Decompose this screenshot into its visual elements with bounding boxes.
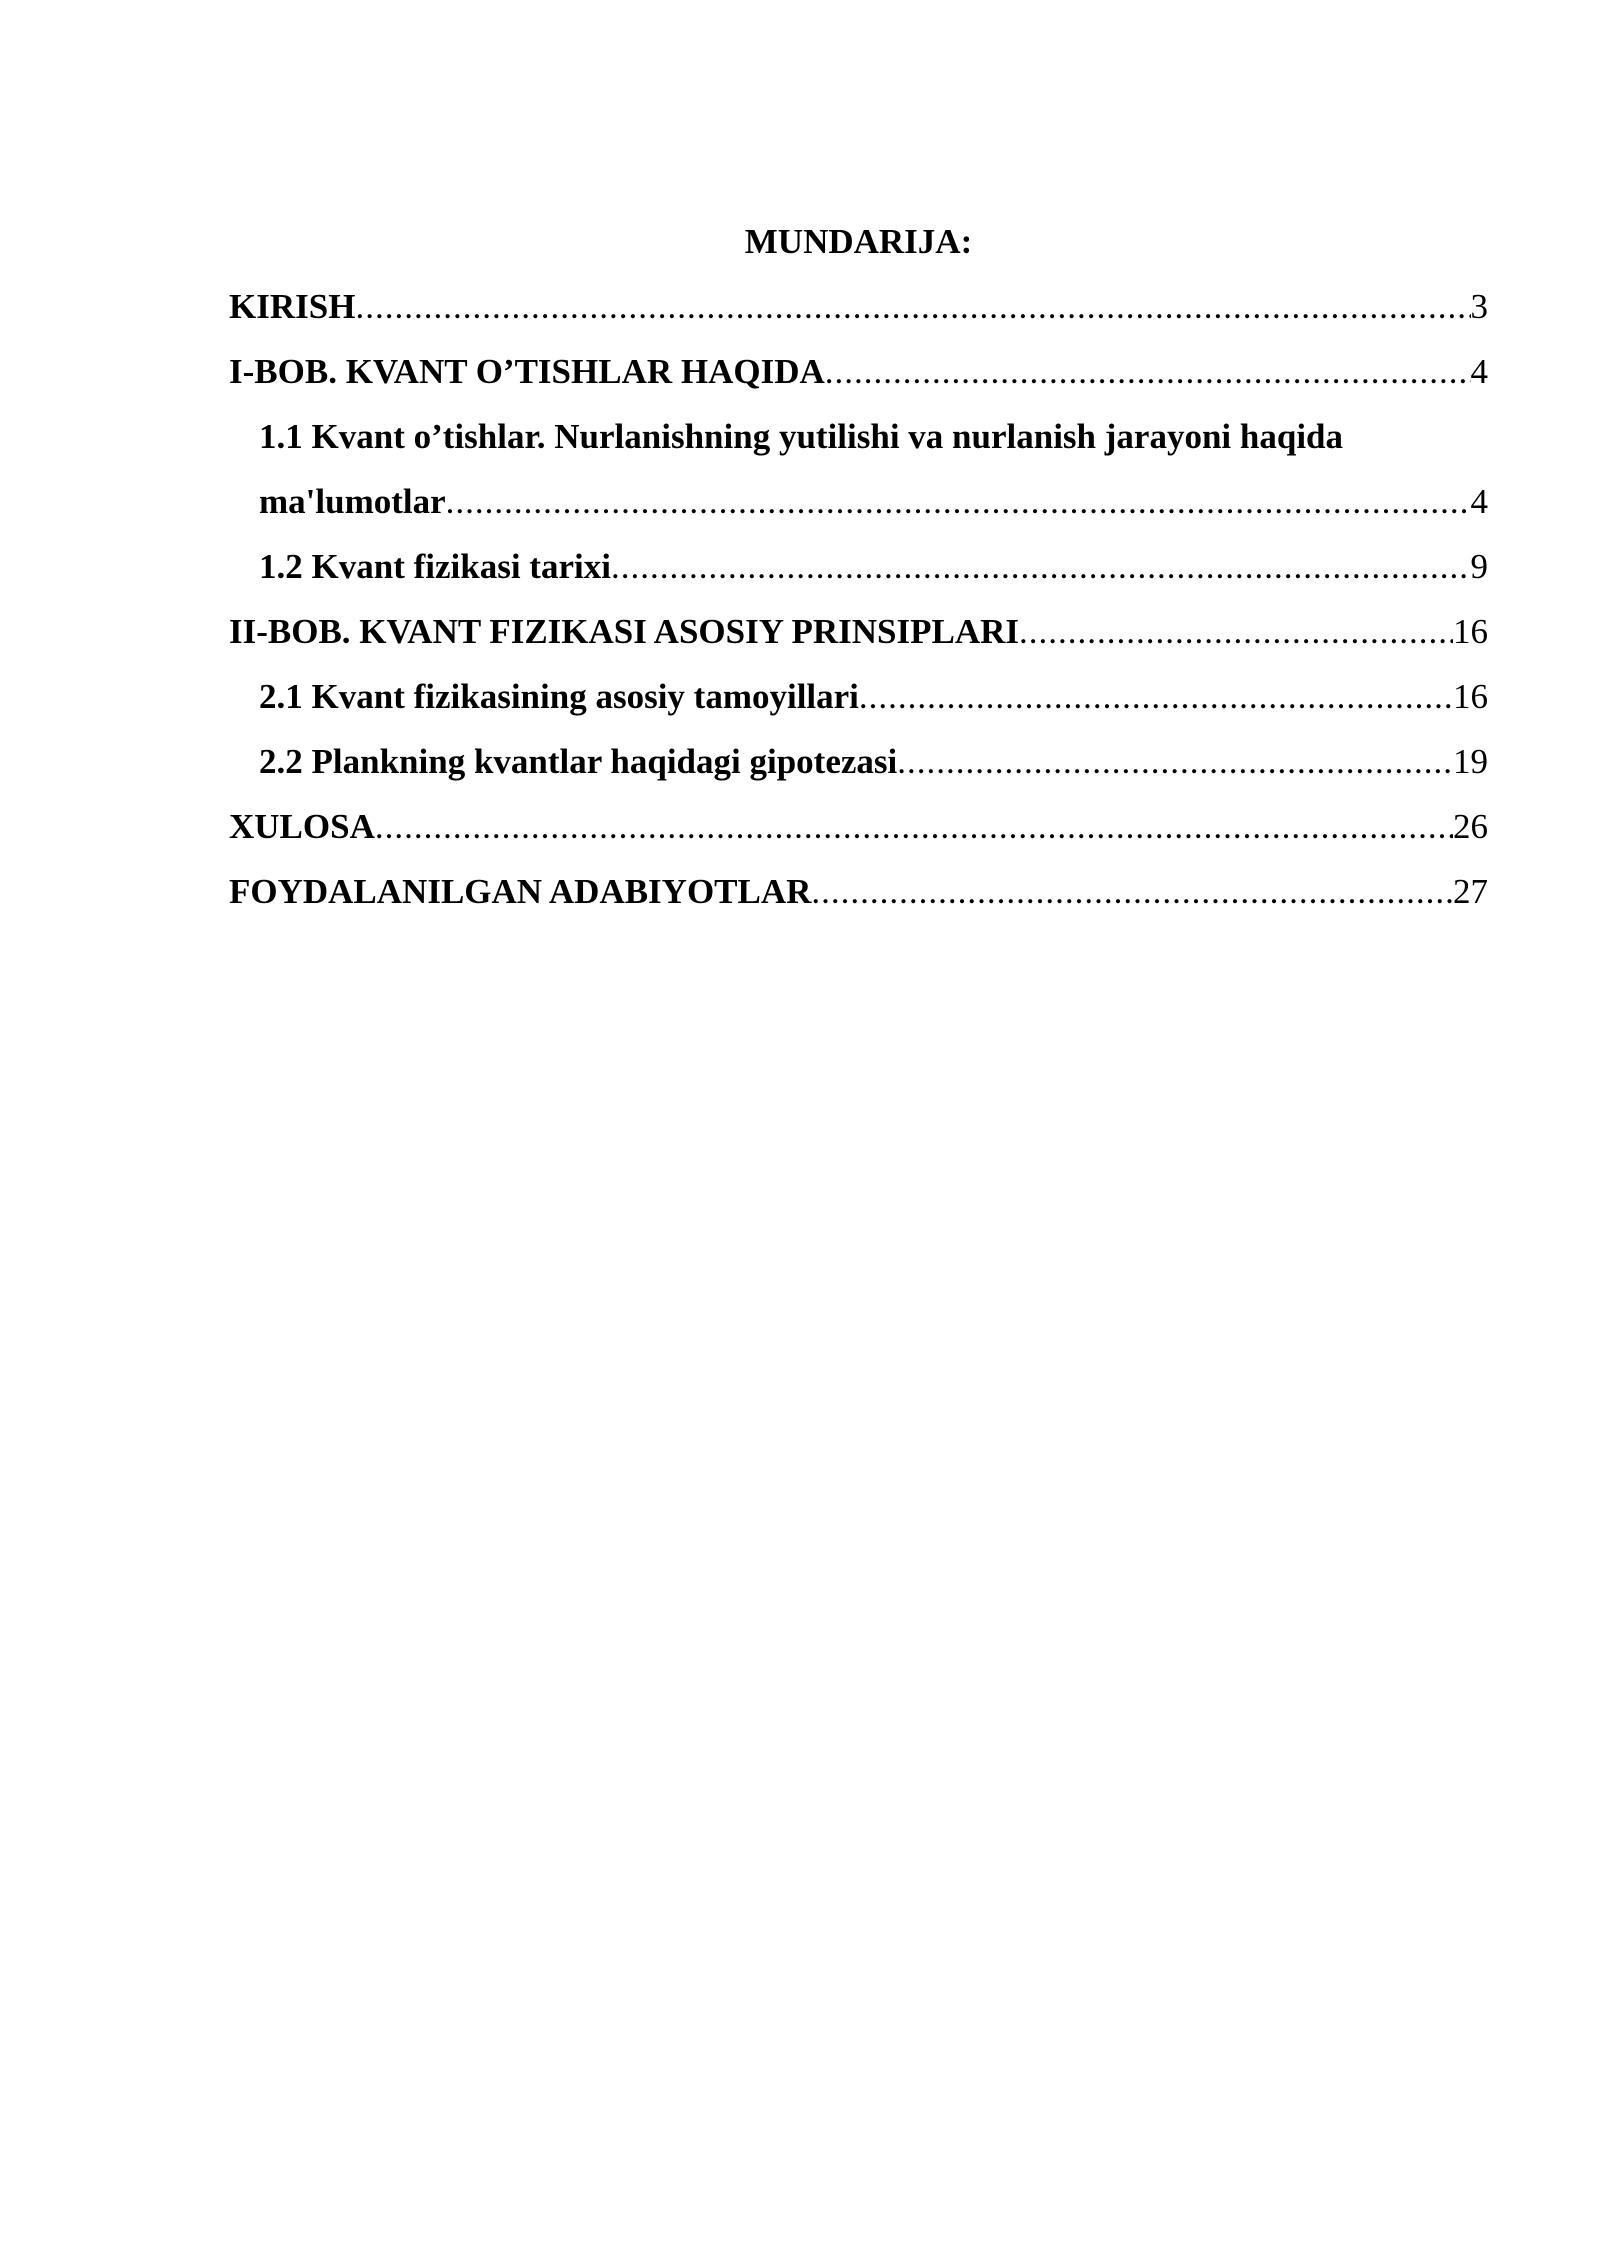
toc-entry-xulosa[interactable] (229, 794, 1488, 859)
toc-page-number: 4 (1470, 352, 1488, 391)
toc-dot-leader (375, 794, 1453, 859)
toc-dot-leader (825, 339, 1471, 404)
toc-dot-leader (611, 534, 1471, 599)
toc-entry-section-1-1-line1[interactable]: 1.1 Kvant o’tishlar. Nurlanishning yutilishi va nurlanish jarayoni haqida (259, 417, 1344, 456)
toc-entry-label: I-BOB. KVANT O’TISHLAR HAQIDA (229, 352, 825, 391)
toc-entry-references[interactable] (229, 859, 1488, 924)
toc-page-number: 16 (1453, 677, 1488, 716)
toc-title: MUNDARIJA: (744, 222, 973, 261)
toc-page-number: 9 (1470, 547, 1488, 586)
toc-dot-leader (811, 859, 1453, 924)
toc-page-number: 4 (1470, 482, 1488, 521)
toc-dot-leader (1019, 599, 1453, 664)
toc-entry-section-1-1[interactable] (229, 469, 1488, 534)
toc-entry-section-2-1[interactable] (229, 664, 1488, 729)
toc-entry-label: II-BOB. KVANT FIZIKASI ASOSIY PRINSIPLARI (229, 612, 1019, 651)
toc-entry-label: ma'lumotlar (259, 482, 446, 521)
toc-entry-section-1-2[interactable] (229, 534, 1488, 599)
toc-entry-label: 2.2 Plankning kvantlar haqidagi gipotezasi (259, 742, 898, 781)
toc-dot-leader (355, 274, 1470, 339)
toc-dot-leader (859, 664, 1453, 729)
toc-entry-label: KIRISH (229, 287, 356, 326)
table-of-contents (229, 209, 1488, 924)
toc-entry-label: FOYDALANILGAN ADABIYOTLAR (229, 872, 812, 911)
toc-entry-section-2-2[interactable] (229, 729, 1488, 794)
toc-entry-label: 2.1 Kvant fizikasining asosiy tamoyillari (259, 677, 859, 716)
toc-page-number: 16 (1453, 612, 1488, 651)
toc-dot-leader (897, 729, 1453, 794)
toc-page-number: 27 (1453, 872, 1488, 911)
toc-page-number: 26 (1453, 807, 1488, 846)
toc-page-number: 3 (1470, 287, 1488, 326)
toc-entry-chapter-2[interactable] (229, 599, 1488, 664)
toc-entry-kirish[interactable] (229, 274, 1488, 339)
toc-dot-leader (446, 469, 1471, 534)
toc-entry-label: XULOSA (229, 807, 375, 846)
toc-entry-label: 1.2 Kvant fizikasi tarixi (259, 547, 611, 586)
toc-page-number: 19 (1453, 742, 1488, 781)
toc-entry-chapter-1[interactable] (229, 339, 1488, 404)
